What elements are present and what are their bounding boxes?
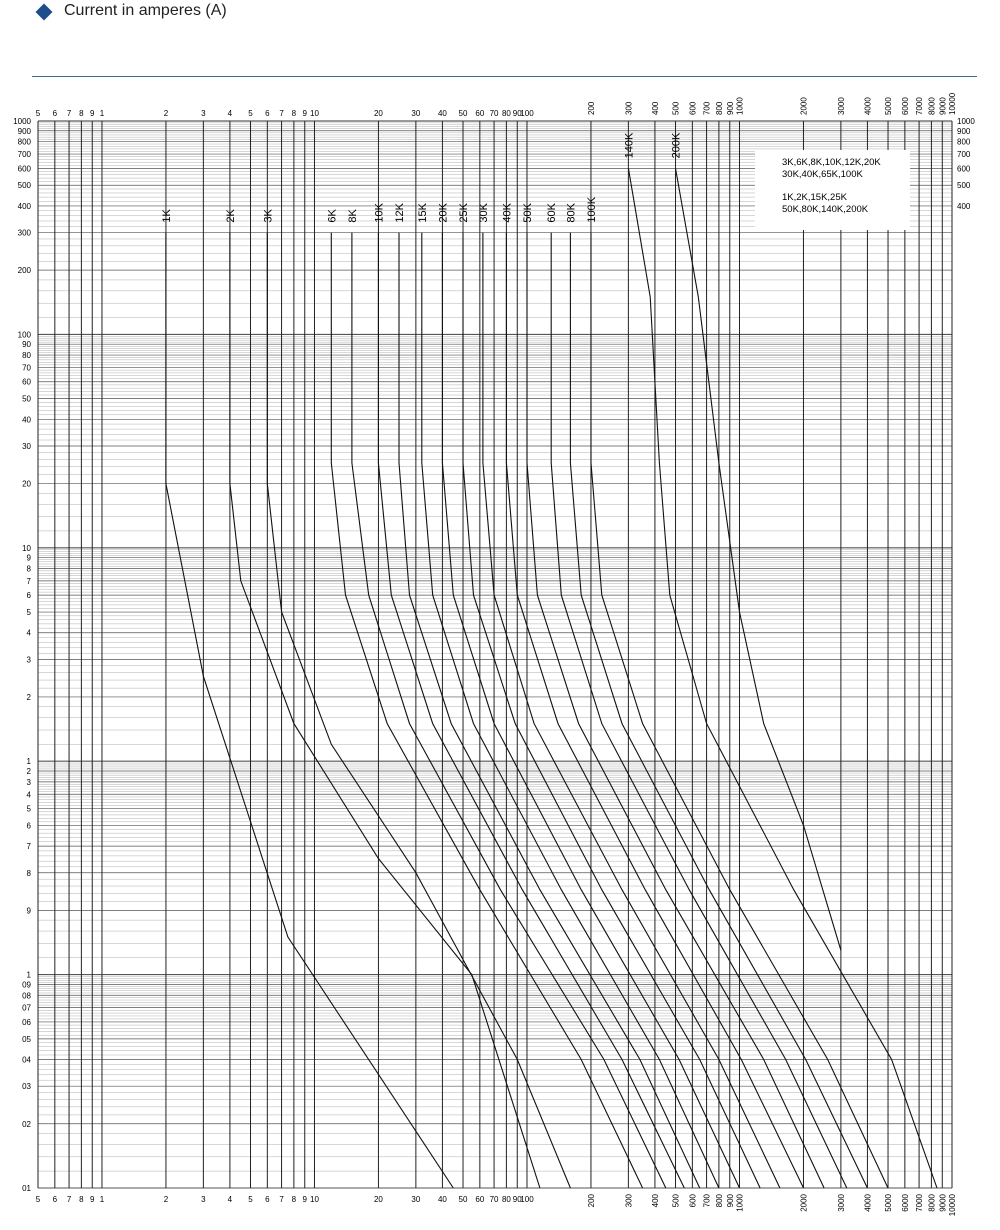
x-tick-label-bottom: 5 (248, 1195, 253, 1204)
x-tick-label-bottom: 700 (702, 1194, 712, 1208)
diamond-bullet-icon (36, 4, 53, 21)
y-tick-label-left: 600 (17, 164, 31, 174)
x-tick-label-bottom: 600 (688, 1194, 698, 1208)
x-tick-label-bottom: 50 (458, 1195, 468, 1204)
y-tick-label-left: 10 (22, 543, 31, 553)
y-tick-label-left: 500 (17, 181, 31, 191)
x-tick-label-bottom: 6 (52, 1195, 58, 1204)
x-tick-label-top: 800 (714, 101, 724, 115)
x-tick-label-top: 1000 (735, 97, 745, 115)
y-tick-label-left: 05 (22, 1034, 31, 1044)
x-gridlines (38, 121, 952, 1188)
curve-label-10K: 10K (373, 203, 386, 223)
curve-label-12K: 12K (394, 203, 407, 223)
y-gridlines (38, 121, 952, 1188)
x-tick-label-top: 2000 (799, 97, 809, 115)
y-tick-label-left: 5 (26, 608, 31, 618)
curve-label-3K: 3K (262, 209, 275, 223)
x-tick-label-bottom: 80 (501, 1195, 511, 1204)
y-tick-label-left: 200 (17, 266, 31, 276)
x-tick-label-bottom: 1 (99, 1195, 105, 1204)
x-tick-label-top: 7000 (915, 97, 925, 115)
x-tick-label-top: 8 (79, 109, 84, 118)
y-tick-label-left: 50 (22, 394, 31, 404)
legend-box (755, 150, 910, 230)
curve-label-60K: 60K (546, 203, 559, 223)
x-tick-label-top: 4000 (863, 97, 873, 115)
x-tick-label-bottom: 6 (265, 1195, 270, 1204)
y-tick-label-left: 6 (26, 821, 31, 831)
x-tick-label-bottom: 300 (624, 1194, 634, 1208)
y-tick-label-left: 7 (26, 576, 31, 586)
x-tick-label-bottom: 9 (90, 1195, 95, 1204)
header-divider (32, 76, 977, 77)
x-tick-label-bottom: 30 (411, 1195, 421, 1204)
x-tick-label-bottom: 1000 (735, 1194, 745, 1212)
y-tick-label-left: 700 (17, 150, 31, 160)
x-tick-label-bottom: 2000 (799, 1194, 809, 1212)
x-tick-label-top: 100 (520, 109, 534, 118)
curve-label-20K: 20K (437, 203, 450, 223)
x-tick-label-top: 60 (475, 109, 485, 118)
chart-title: Current in amperes (A) (64, 2, 227, 19)
y-tick-label-left: 01 (22, 1184, 31, 1193)
x-tick-label-bottom: 90 (512, 1195, 522, 1204)
y-tick-label-right: 700 (957, 150, 971, 160)
x-tick-label-bottom: 9000 (938, 1194, 948, 1212)
y-tick-label-left: 300 (17, 228, 31, 238)
curve-label-50K: 50K (521, 203, 534, 223)
x-tick-label-bottom: 7 (66, 1195, 72, 1204)
x-tick-label-bottom: 400 (650, 1194, 660, 1208)
curve-labels (161, 132, 683, 223)
x-tick-label-top: 3000 (836, 97, 846, 115)
x-tick-label-bottom: 500 (671, 1194, 681, 1208)
x-tick-label-bottom: 8 (291, 1195, 297, 1204)
x-tick-label-bottom: 100 (520, 1195, 534, 1204)
x-tick-label-bottom: 70 (489, 1195, 499, 1204)
y-tick-label-left: 5 (26, 804, 31, 814)
x-tick-label-bottom: 5000 (884, 1194, 894, 1212)
y-tick-label-left: 02 (22, 1119, 31, 1129)
x-tick-label-top: 5 (35, 109, 41, 118)
x-tick-label-top: 7 (66, 109, 72, 118)
x-tick-label-top: 3 (201, 109, 206, 118)
page-header (0, 0, 1000, 80)
curve-label-40K: 40K (501, 203, 514, 223)
x-tick-label-top: 10000 (948, 92, 957, 115)
y-tick-label-left: 2 (26, 766, 31, 776)
x-tick-label-top: 10 (310, 109, 319, 118)
y-tick-label-left: 1 (26, 970, 31, 980)
legend-line: 30K,40K,65K,100K (782, 169, 863, 180)
x-tick-label-top: 8000 (927, 97, 937, 115)
x-tick-label-bottom: 200 (586, 1194, 596, 1208)
x-tick-label-top: 8 (291, 109, 297, 118)
curve-label-80K: 80K (565, 203, 578, 223)
y-tick-label-left: 20 (22, 479, 31, 489)
y-tick-label-left: 03 (22, 1082, 31, 1092)
x-tick-label-bottom: 60 (475, 1195, 485, 1204)
y-tick-label-left: 100 (17, 330, 31, 340)
y-tick-label-left: 04 (22, 1055, 31, 1065)
x-tick-label-top: 600 (688, 101, 698, 115)
x-tick-label-top: 30 (411, 109, 421, 118)
y-tick-label-left: 8 (26, 564, 31, 574)
x-tick-label-bottom: 10 (310, 1195, 319, 1204)
curve-label-100K: 100K (585, 196, 598, 223)
x-tick-label-top: 500 (671, 101, 681, 115)
x-tick-label-bottom: 900 (725, 1194, 735, 1208)
tcc-chart (0, 84, 1000, 1230)
y-tick-label-left: 06 (22, 1017, 31, 1027)
x-tick-label-top: 20 (373, 109, 383, 118)
y-tick-label-left: 800 (17, 137, 31, 147)
x-tick-label-bottom: 3000 (836, 1194, 846, 1212)
legend-line: 1K,2K,15K,25K (782, 192, 847, 203)
y-tick-label-left: 9 (26, 553, 31, 563)
curve-label-140K: 140K (623, 132, 636, 159)
x-tick-label-top: 300 (624, 101, 634, 115)
y-tick-label-right: 900 (957, 126, 971, 136)
y-tick-label-left: 90 (22, 340, 31, 350)
x-tick-label-top: 4 (227, 109, 233, 118)
x-tick-label-top: 9000 (938, 97, 948, 115)
y-tick-label-left: 3 (26, 655, 31, 665)
curve-label-30K: 30K (477, 203, 490, 223)
x-tick-label-top: 6000 (900, 97, 910, 115)
x-tick-label-bottom: 2 (163, 1195, 169, 1204)
y-tick-label-right: 800 (957, 137, 971, 147)
y-tick-label-right: 400 (957, 201, 971, 211)
x-tick-label-top: 9 (302, 109, 307, 118)
y-tick-label-left: 60 (22, 377, 31, 387)
y-tick-label-left: 400 (17, 201, 31, 211)
y-tick-label-left: 70 (22, 363, 31, 373)
y-tick-label-left: 40 (22, 415, 31, 425)
x-tick-label-top: 7 (279, 109, 284, 118)
y-tick-label-right: 600 (957, 164, 971, 174)
curve-label-6K: 6K (326, 209, 339, 223)
x-tick-label-top: 40 (437, 109, 447, 118)
y-tick-label-left: 80 (22, 351, 31, 361)
x-tick-label-bottom: 4000 (863, 1194, 873, 1212)
x-tick-label-top: 400 (650, 101, 660, 115)
x-tick-label-bottom: 6000 (900, 1194, 910, 1212)
y-tick-label-left: 900 (17, 126, 31, 136)
x-tick-label-top: 70 (489, 109, 499, 118)
x-tick-label-bottom: 8000 (927, 1194, 937, 1212)
curve-label-200K: 200K (670, 132, 683, 159)
x-tick-label-bottom: 40 (437, 1195, 447, 1204)
x-tick-label-bottom: 8 (79, 1195, 84, 1204)
x-tick-label-top: 1 (99, 109, 105, 118)
y-tick-label-left: 07 (22, 1003, 31, 1013)
x-tick-label-bottom: 9 (302, 1195, 307, 1204)
curve-label-1K: 1K (160, 209, 173, 223)
y-tick-label-left: 1000 (13, 117, 31, 126)
curve-label-15K: 15K (416, 203, 429, 223)
y-tick-label-left: 3 (26, 777, 31, 787)
y-tick-label-right: 1000 (957, 117, 975, 126)
y-tick-label-right: 500 (957, 181, 971, 191)
x-tick-label-top: 200 (586, 101, 596, 115)
y-tick-label-left: 08 (22, 991, 31, 1001)
x-tick-label-bottom: 7 (279, 1195, 284, 1204)
y-tick-label-left: 2 (26, 692, 31, 702)
curve-label-25K: 25K (458, 203, 471, 223)
x-tick-label-bottom: 10000 (948, 1194, 957, 1217)
y-tick-label-left: 9 (26, 906, 31, 916)
legend-line: 50K,80K,140K,200K (782, 204, 869, 215)
x-tick-label-top: 2 (163, 109, 169, 118)
x-tick-label-top: 5 (248, 109, 253, 118)
y-tick-label-left: 1 (26, 757, 31, 767)
y-tick-label-left: 6 (26, 591, 31, 601)
y-tick-label-left: 30 (22, 441, 31, 451)
legend-line: 3K,6K,8K,10K,12K,20K (782, 157, 881, 168)
y-tick-label-left: 8 (26, 868, 31, 878)
curve-label-2K: 2K (224, 209, 237, 223)
x-tick-label-top: 6 (52, 109, 58, 118)
x-tick-label-bottom: 7000 (915, 1194, 925, 1212)
x-tick-label-bottom: 5 (35, 1195, 41, 1204)
y-tick-label-left: 7 (26, 842, 31, 852)
x-tick-label-bottom: 20 (373, 1195, 383, 1204)
x-tick-label-top: 5000 (884, 97, 894, 115)
x-tick-label-bottom: 3 (201, 1195, 206, 1204)
x-tick-label-top: 50 (458, 109, 468, 118)
curve-label-8K: 8K (346, 209, 359, 223)
y-tick-label-left: 09 (22, 980, 31, 990)
y-tick-label-left: 4 (26, 790, 31, 800)
x-tick-label-top: 90 (512, 109, 522, 118)
x-tick-label-top: 9 (90, 109, 95, 118)
x-tick-label-top: 80 (501, 109, 511, 118)
x-tick-label-top: 900 (725, 101, 735, 115)
x-tick-label-bottom: 800 (714, 1194, 724, 1208)
x-tick-label-top: 6 (265, 109, 270, 118)
x-tick-label-bottom: 4 (227, 1195, 233, 1204)
x-tick-label-top: 700 (702, 101, 712, 115)
y-tick-label-left: 4 (26, 628, 31, 638)
